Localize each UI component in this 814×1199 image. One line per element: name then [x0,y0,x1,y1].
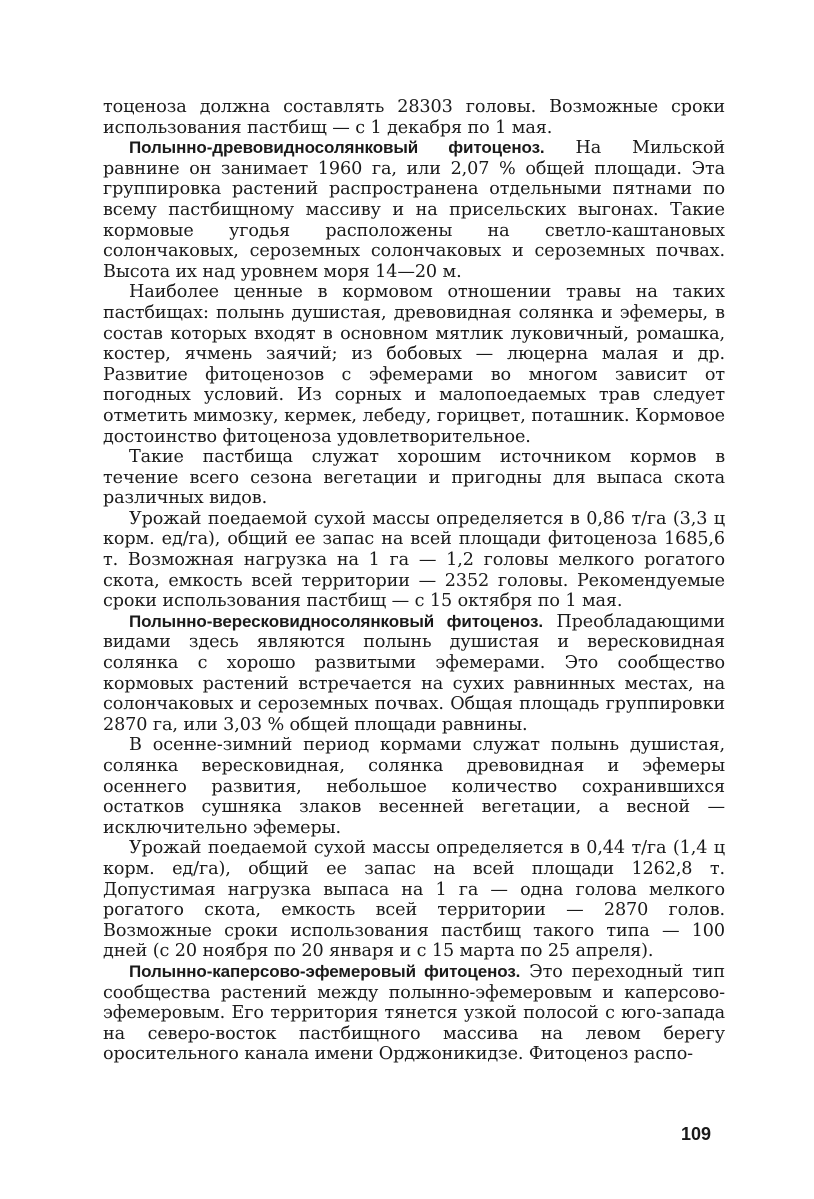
paragraph-autumn-winter [103,735,725,838]
paragraph-text: Такие пастбища служат хорошим источником кормов в течение всего сезона вегетации и пригодны для выпаса скота различных видов. [103,447,725,509]
paragraph-text: Это переходный тип сообщества растений между полынно-эфемеровым и каперсово-эфемеровым. Его территория тянется узкой полосой с юго-запада на северо-восток пастбищного массива на левом берегу оросительного канала имени Орджоникидзе. Фитоценоз распо- [103,961,726,1065]
paragraph-wormwood-caper-ephemeral [103,962,725,1065]
paragraph-valuable-grasses [103,282,725,447]
paragraph-text: Урожай поедаемой сухой массы определяется в 0,44 т/га (1,4 ц корм. ед/га), общий ее запас на всей площади 1262,8 т. Допустимая нагрузка выпаса на 1 га — одна голова мелкого рогатого скота, емкость всей территории — 2870 голов. Возможные сроки использования пастбищ такого типа — 100 дней (с 20 ноября по 20 января и с 15 марта по 25 апреля). [103,838,725,962]
page-number: 109 [681,1124,712,1144]
paragraph-text: Урожай поедаемой сухой массы определяется в 0,86 т/га (3,3 ц корм. ед/га), общий ее запас на всей площади фитоценоза 1685,6 т. Возможная нагрузка на 1 га — 1,2 головы мелкого рогатого скота, емкость всей территории — 2352 головы. Рекомендуемые сроки использования пастбищ — с 15 октября по 1 мая. [103,508,725,612]
paragraph-text: Наиболее ценные в кормовом отношении травы на таких пастбищах: полынь душистая, древовидная солянка и эфемеры, в состав которых входят в основном мятлик луковичный, ромашка, костер, ячмень заячий; из бобовых — люцерна малая и др. Развитие фитоценозов с эфемерами во многом зависит от погодных условий. Из сорных и малопоедаемых трав следует отметить мимозку, кермек, лебеду, горицвет, поташник. Кормовое достоинство фитоценоза удовлетворительное. [103,282,725,447]
paragraph-pasture-use [103,447,725,509]
paragraph-text: тоценоза должна составлять 28303 головы. Возможные сроки использования пастбищ — с 1 декабря по 1 мая. [103,97,725,138]
paragraph-yield-1 [103,509,725,612]
paragraph-wormwood-heather-saltwort [103,612,725,736]
section-heading: Полынно-древовидносолянковый фитоценоз. [129,138,545,158]
book-page [103,97,725,1065]
paragraph-text: Преобладающими видами здесь являются полынь душистая и вересковидная солянка с хорошо развитыми эфемерами. Это сообщество кормовых растений встречается на сухих равнинных местах, на солончаковых и сероземных почвах. Общая площадь группировки 2870 га, или 3,03 % общей площади равнины. [103,611,725,735]
section-heading: Полынно-вересковидносолянковый фитоценоз. [129,611,543,631]
paragraph-yield-2 [103,838,725,962]
paragraph-text: На Мильской равнине он занимает 1960 га, или 2,07 % общей площади. Эта группировка растений распространена отдельными пятнами по всему пастбищному массиву и на присельских выгонах. Такие кормовые угодья расположены на светло-каштановых солончаковых, сероземных солончаковых и сероземных почвах. Высота их над уровнем моря 14—20 м. [103,138,726,282]
paragraph-text: В осенне-зимний период кормами служат полынь душистая, солянка вересковидная, солянка древовидная и эфемеры осеннего развития, небольшое количество сохранившихся остатков сушняка злаков весенней вегетации, а весной — исключительно эфемеры. [103,735,725,838]
section-heading: Полынно-каперсово-эфемеровый фитоценоз. [129,961,521,981]
paragraph-wormwood-tree-saltwort [103,138,725,282]
paragraph-continuation [103,97,725,138]
